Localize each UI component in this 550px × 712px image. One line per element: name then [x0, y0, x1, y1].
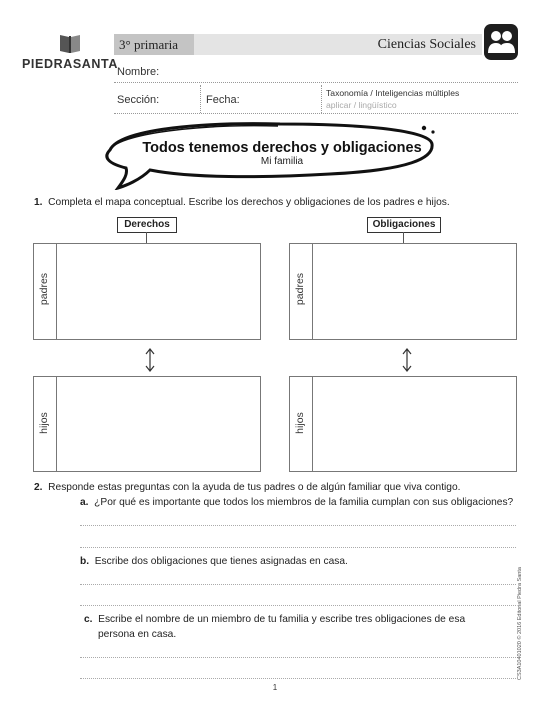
item-letter: c. [84, 614, 93, 625]
connector-line [146, 232, 147, 243]
field-divider [321, 85, 322, 113]
taxonomy-label: Taxonomía / Inteligencias múltiples [326, 88, 460, 98]
people-icon [484, 24, 518, 60]
obligations-parents-box[interactable] [289, 243, 517, 340]
question-text: Completa el mapa conceptual. Escribe los derechos y obligaciones de los padres e hijos. [48, 197, 450, 208]
page-number: 1 [272, 683, 278, 692]
name-field[interactable] [114, 82, 518, 83]
answer-line[interactable] [80, 584, 516, 585]
children-label: hijos [38, 412, 50, 434]
question-2c [84, 614, 465, 625]
obligations-header: Obligaciones [367, 217, 441, 233]
box-divider [56, 244, 57, 339]
taxonomy-values: aplicar / lingüístico [326, 100, 397, 110]
answer-line[interactable] [80, 525, 516, 526]
field-divider [200, 85, 201, 113]
question-2a [80, 497, 513, 508]
rights-children-box[interactable] [33, 376, 261, 472]
rights-parents-box[interactable] [33, 243, 261, 340]
double-arrow-icon [400, 347, 414, 373]
question-2b [80, 556, 348, 567]
double-arrow-icon [143, 347, 157, 373]
box-divider [312, 377, 313, 471]
answer-line[interactable] [80, 678, 516, 679]
subject-label: Ciencias Sociales [377, 37, 476, 52]
question-1 [34, 197, 450, 208]
question-2 [34, 482, 460, 493]
answer-line[interactable] [80, 547, 516, 548]
date-label: Fecha: [206, 94, 240, 106]
box-divider [312, 244, 313, 339]
box-divider [56, 377, 57, 471]
item-text: ¿Por qué es importante que todos los miembros de la familia cumplan con sus obligaciones? [94, 497, 514, 508]
obligations-children-box[interactable] [289, 376, 517, 472]
rights-header: Derechos [117, 217, 177, 233]
answer-line[interactable] [80, 657, 516, 658]
question-2c-continued: persona en casa. [98, 629, 177, 640]
item-text: Escribe el nombre de un miembro de tu familia y escribe tres obligaciones de esa [98, 614, 466, 625]
item-text: Escribe dos obligaciones que tienes asignadas en casa. [94, 556, 348, 567]
parents-label: padres [294, 272, 306, 306]
question-number: 1. [34, 197, 43, 208]
copyright-text: CS3A10401020 © 2016 Editorial Piedra Santa [517, 567, 523, 680]
section-field[interactable] [114, 113, 518, 114]
book-logo-icon [58, 32, 82, 54]
name-label: Nombre: [117, 66, 160, 78]
item-letter: a. [80, 497, 89, 508]
item-letter: b. [80, 556, 90, 567]
brand-logo: PIEDRASANTA [22, 57, 118, 71]
page-title: Todos tenemos derechos y obligaciones [142, 140, 422, 156]
question-number: 2. [34, 482, 43, 493]
answer-line[interactable] [80, 605, 516, 606]
children-label: hijos [294, 412, 306, 434]
connector-line [403, 232, 404, 243]
section-label: Sección: [117, 94, 160, 106]
page-subtitle: Mi familia [260, 156, 304, 167]
parents-label: padres [38, 272, 50, 306]
question-text: Responde estas preguntas con la ayuda de tus padres o de algún familiar que viva contigo. [48, 482, 461, 493]
grade-label: 3° primaria [114, 34, 194, 55]
